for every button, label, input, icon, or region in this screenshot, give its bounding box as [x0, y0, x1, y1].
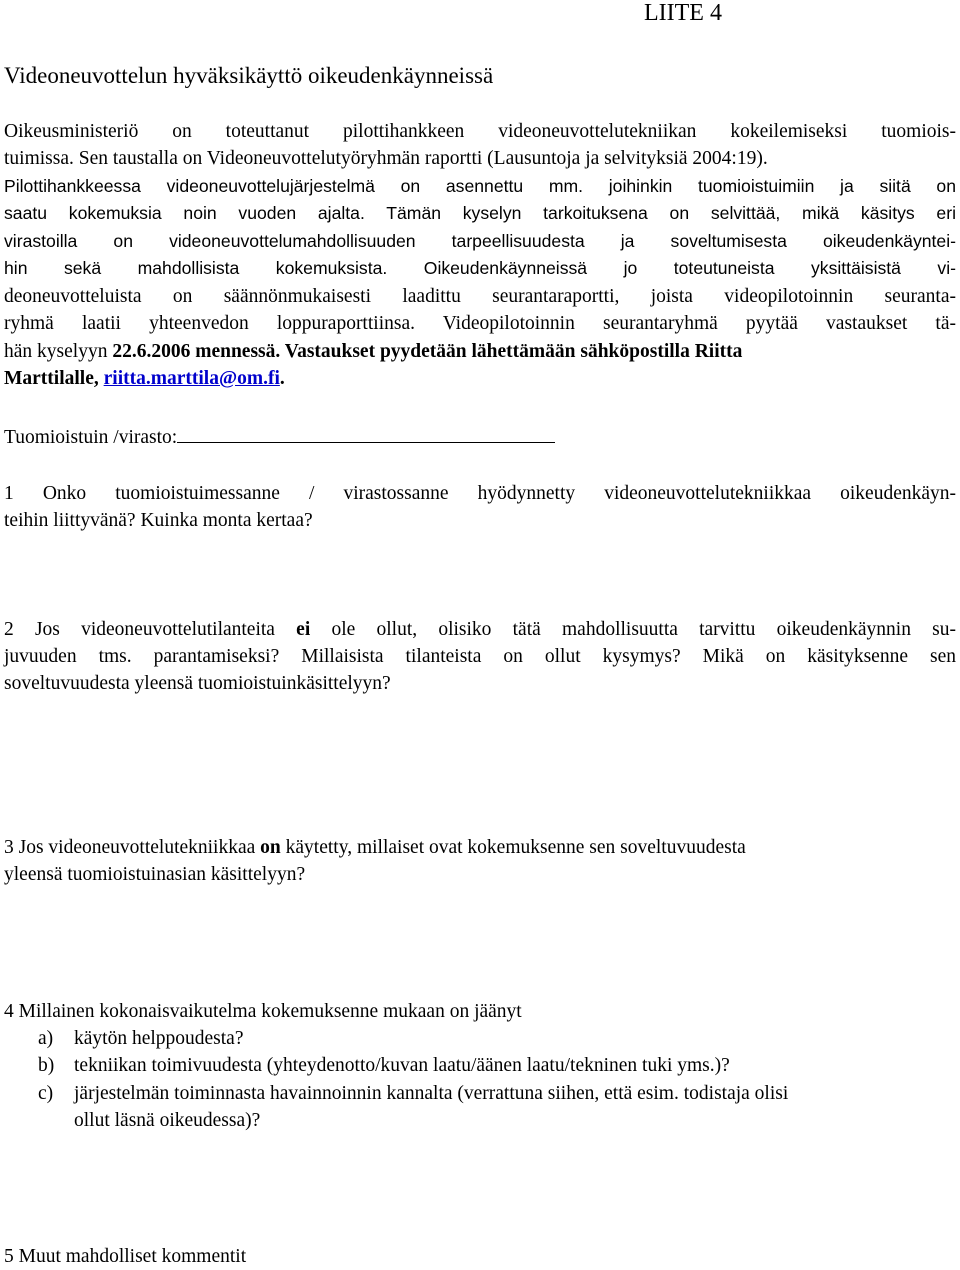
document-title: Videoneuvottelun hyväksikäyttö oikeudenkäynneissä — [4, 63, 494, 88]
intro-line — [4, 338, 956, 365]
email-link[interactable]: riitta.marttila@om.fi — [103, 368, 280, 389]
recipient-text: Marttilalle, — [4, 368, 104, 389]
intro-line: Pilottihankkeessa videoneuvottelujärjestelmä on asennettu mm. joihinkin tuomioistuimiin ja siitä on — [4, 176, 956, 196]
court-field-label: Tuomioistuin /virasto: — [4, 427, 178, 448]
intro-line: virastoilla on videoneuvottelumahdollisuuden tarpeellisuudesta ja soveltumisesta oikeudenkäyntei- — [4, 231, 956, 251]
question-text: käytetty, millaiset ovat kokemuksenne sen soveltuvuudesta — [280, 837, 746, 858]
list-item-text: käytön helppoudesta? — [74, 1028, 244, 1049]
question-line: juvuuden tms. parantamiseksi? Millaisista tilanteista on ollut kysymys? Mikä on käsityksenne sen — [4, 646, 956, 667]
list-item-letter: a) — [38, 1028, 54, 1049]
question-line — [4, 834, 956, 861]
question-line: 4 Millainen kokonaisvaikutelma kokemuksenne mukaan on jäänyt — [4, 1001, 522, 1022]
period-text: . — [279, 368, 285, 389]
list-item-text: tekniikan toimivuudesta (yhteydenotto/kuvan laatu/äänen laatu/tekninen tuki yms.)? — [74, 1055, 730, 1076]
question-line: 1 Onko tuomioistuimessanne / virastossanne hyödynnetty videoneuvottelutekniikkaa oikeudenkäyn- — [4, 483, 956, 504]
emphasis-text: on — [260, 837, 281, 858]
intro-line: tuimissa. Sen taustalla on Videoneuvottelutyöryhmän raportti (Lausuntoja ja selvityksiä 2004:19). — [4, 148, 768, 169]
intro-text: hän kyselyyn — [4, 341, 113, 362]
intro-line: saatu kokemuksia noin vuoden ajalta. Tämän kyselyn tarkoituksena on selvittää, mikä käsitys eri — [4, 203, 956, 223]
court-field — [4, 424, 956, 451]
appendix-label: LIITE 4 — [644, 0, 722, 26]
intro-line: deoneuvotteluista on säännönmukaisesti laadittu seurantaraportti, joista videopilotoinnin seuranta- — [4, 286, 956, 307]
list-item-letter: c) — [38, 1083, 54, 1104]
question-text: 2 Jos videoneuvottelutilanteita — [4, 619, 297, 640]
question-text: 3 Jos videoneuvottelutekniikkaa — [4, 837, 261, 858]
intro-line: ryhmä laatii yhteenvedon loppuraporttiinsa. Videopilotoinnin seurantaryhmä pyytää vastaukset tä- — [4, 313, 956, 334]
question-text: ole ollut, olisiko tätä mahdollisuutta tarvittu oikeudenkäynnin su- — [310, 619, 956, 640]
list-item-text: järjestelmän toiminnasta havainnoinnin kannalta (verrattuna siihen, että esim. todistaja olisi — [74, 1083, 789, 1104]
list-item-letter: b) — [38, 1055, 55, 1076]
intro-line — [4, 365, 956, 392]
list-item-text: ollut läsnä oikeudessa)? — [74, 1110, 261, 1131]
question-line: soveltuvuudesta yleensä tuomioistuinkäsittelyyn? — [4, 673, 391, 694]
question-line — [4, 616, 956, 643]
question-5: 5 Muut mahdolliset kommentit — [4, 1246, 247, 1267]
emphasis-text: ei — [296, 619, 311, 640]
intro-line: hin sekä mahdollisista kokemuksista. Oikeudenkäynneissä jo toteutuneista yksittäisistä vi- — [4, 258, 956, 278]
deadline-text: 22.6.2006 mennessä. Vastaukset pyydetään lähettämään sähköpostilla Riitta — [112, 341, 743, 362]
intro-line: Oikeusministeriö on toteuttanut pilottihankkeen videoneuvottelutekniikan kokeilemiseksi tuomiois- — [4, 121, 956, 142]
question-line: teihin liittyvänä? Kuinka monta kertaa? — [4, 510, 313, 531]
question-line: yleensä tuomioistuinasian käsittelyyn? — [4, 864, 306, 885]
court-field-blank[interactable] — [177, 424, 555, 443]
